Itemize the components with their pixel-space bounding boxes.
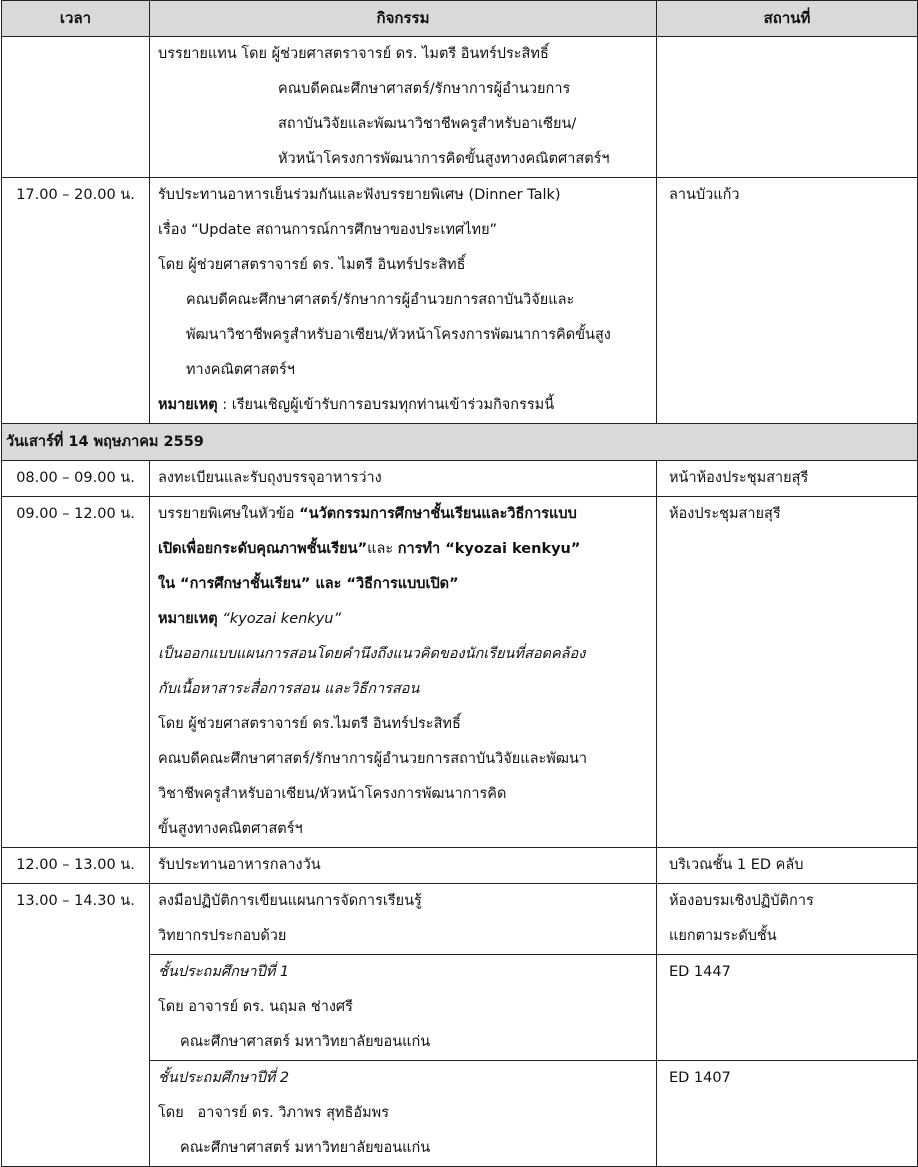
grade-label: ชั้นประถมศึกษาปีที่ 2 bbox=[158, 1070, 290, 1086]
table-row bbox=[2, 497, 918, 848]
table-row bbox=[2, 955, 918, 1061]
day-heading: วันเสาร์ที่ 14 พฤษภาคม 2559 bbox=[2, 424, 918, 461]
place-cell: ED 1407 bbox=[657, 1061, 918, 1167]
header-time: เวลา bbox=[2, 1, 150, 37]
place-cell: หน้าห้องประชุมสายสุรี bbox=[657, 461, 918, 497]
time-cell: 17.00 – 20.00 น. bbox=[2, 178, 150, 424]
activity-cell: บรรยายพิเศษในหัวข้อ “นวัตกรรมการศึกษาชั้นเรียนและวิธีการแบบ เปิดเพื่อยกระดับคุณภาพชั้นเรียน”และ การทำ “kyozai kenkyu” ใน “การศึกษาชั้นเรียน” และ “วิธีการแบบเปิด” หมายเหตุ “kyozai kenkyu” เป็นออกแบบแผนการสอนโดยคำนึงถึงแนวคิดของนักเรียนที่สอดคล้อง กับเนื้อหาสาระสื่อการสอน และวิธีการสอน โดย ผู้ช่วยศาสตราจารย์ ดร.ไมตรี อินทร์ประสิทธิ์ คณบดีคณะศึกษาศาสตร์/รักษาการผู้อำนวยการสถาบันวิจัยและพัฒนา วิชาชีพครูสำหรับอาเซียน/หัวหน้าโครงการพัฒนาการคิด ขั้นสูงทางคณิตศาสตร์ฯ bbox=[150, 497, 657, 848]
table-row bbox=[2, 884, 918, 955]
grade-label: ชั้นประถมศึกษาปีที่ 1 bbox=[158, 964, 290, 980]
day-row bbox=[2, 424, 918, 461]
table-row bbox=[2, 37, 918, 178]
time-cell: 09.00 – 12.00 น. bbox=[2, 497, 150, 848]
place-cell: ห้องประชุมสายสุรี bbox=[657, 497, 918, 848]
time-cell: 08.00 – 09.00 น. bbox=[2, 461, 150, 497]
table-row bbox=[2, 848, 918, 884]
activity-cell: ชั้นประถมศึกษาปีที่ 2 โดย อาจารย์ ดร. วิภาพร สุทธิอัมพร คณะศึกษาศาสตร์ มหาวิทยาลัยขอนแก่น bbox=[150, 1061, 657, 1167]
schedule-table bbox=[1, 0, 918, 1167]
header-place: สถานที่ bbox=[657, 1, 918, 37]
note-line: หมายเหตุ : เรียนเชิญผู้เข้ารับการอบรมทุกท่านเข้าร่วมกิจกรรมนี้ bbox=[158, 397, 555, 413]
activity-cell: รับประทานอาหารเย็นร่วมกันและฟังบรรยายพิเศษ (Dinner Talk) เรื่อง “Update สถานการณ์การศึกษาของประเทศไทย” โดย ผู้ช่วยศาสตราจารย์ ดร. ไมตรี อินทร์ประสิทธิ์ คณบดีคณะศึกษาศาสตร์/รักษาการผู้อำนวยการสถาบันวิจัยและ พัฒนาวิชาชีพครูสำหรับอาเซียน/หัวหน้าโครงการพัฒนาการคิดขั้นสูง ทางคณิตศาสตร์ฯ หมายเหตุ : เรียนเชิญผู้เข้ารับการอบรมทุกท่านเข้าร่วมกิจกรรมนี้ bbox=[150, 178, 657, 424]
time-cell bbox=[2, 955, 150, 1061]
activity-cell: ชั้นประถมศึกษาปีที่ 1 โดย อาจารย์ ดร. นฤมล ช่างศรี คณะศึกษาศาสตร์ มหาวิทยาลัยขอนแก่น bbox=[150, 955, 657, 1061]
table-row bbox=[2, 178, 918, 424]
table-row bbox=[2, 461, 918, 497]
note-label: หมายเหตุ bbox=[158, 397, 218, 413]
place-cell: บริเวณชั้น 1 ED คลับ bbox=[657, 848, 918, 884]
activity-cell: ลงทะเบียนและรับถุงบรรจุอาหารว่าง bbox=[150, 461, 657, 497]
activity-cell: รับประทานอาหารกลางวัน bbox=[150, 848, 657, 884]
note-line: หมายเหตุ “kyozai kenkyu” bbox=[158, 611, 341, 627]
place-cell: ห้องอบรมเชิงปฏิบัติการ แยกตามระดับชั้น bbox=[657, 884, 918, 955]
time-cell bbox=[2, 37, 150, 178]
header-row bbox=[2, 1, 918, 37]
place-cell bbox=[657, 37, 918, 178]
header-activity: กิจกรรม bbox=[150, 1, 657, 37]
time-cell: 12.00 – 13.00 น. bbox=[2, 848, 150, 884]
table-row bbox=[2, 1061, 918, 1167]
place-cell: ลานบัวแก้ว bbox=[657, 178, 918, 424]
time-cell: 13.00 – 14.30 น. bbox=[2, 884, 150, 955]
note-label: หมายเหตุ bbox=[158, 611, 218, 627]
activity-cell: บรรยายแทน โดย ผู้ช่วยศาสตราจารย์ ดร. ไมตรี อินทร์ประสิทธิ์ คณบดีคณะศึกษาศาสตร์/รักษาการผู้อำนวยการ สถาบันวิจัยและพัฒนาวิชาชีพครูสำหรับอาเซียน/ หัวหน้าโครงการพัฒนาการคิดขั้นสูงทางคณิตศาสตร์ฯ bbox=[150, 37, 657, 178]
place-cell: ED 1447 bbox=[657, 955, 918, 1061]
activity-cell: ลงมือปฏิบัติการเขียนแผนการจัดการเรียนรู้ วิทยากรประกอบด้วย bbox=[150, 884, 657, 955]
time-cell bbox=[2, 1061, 150, 1167]
